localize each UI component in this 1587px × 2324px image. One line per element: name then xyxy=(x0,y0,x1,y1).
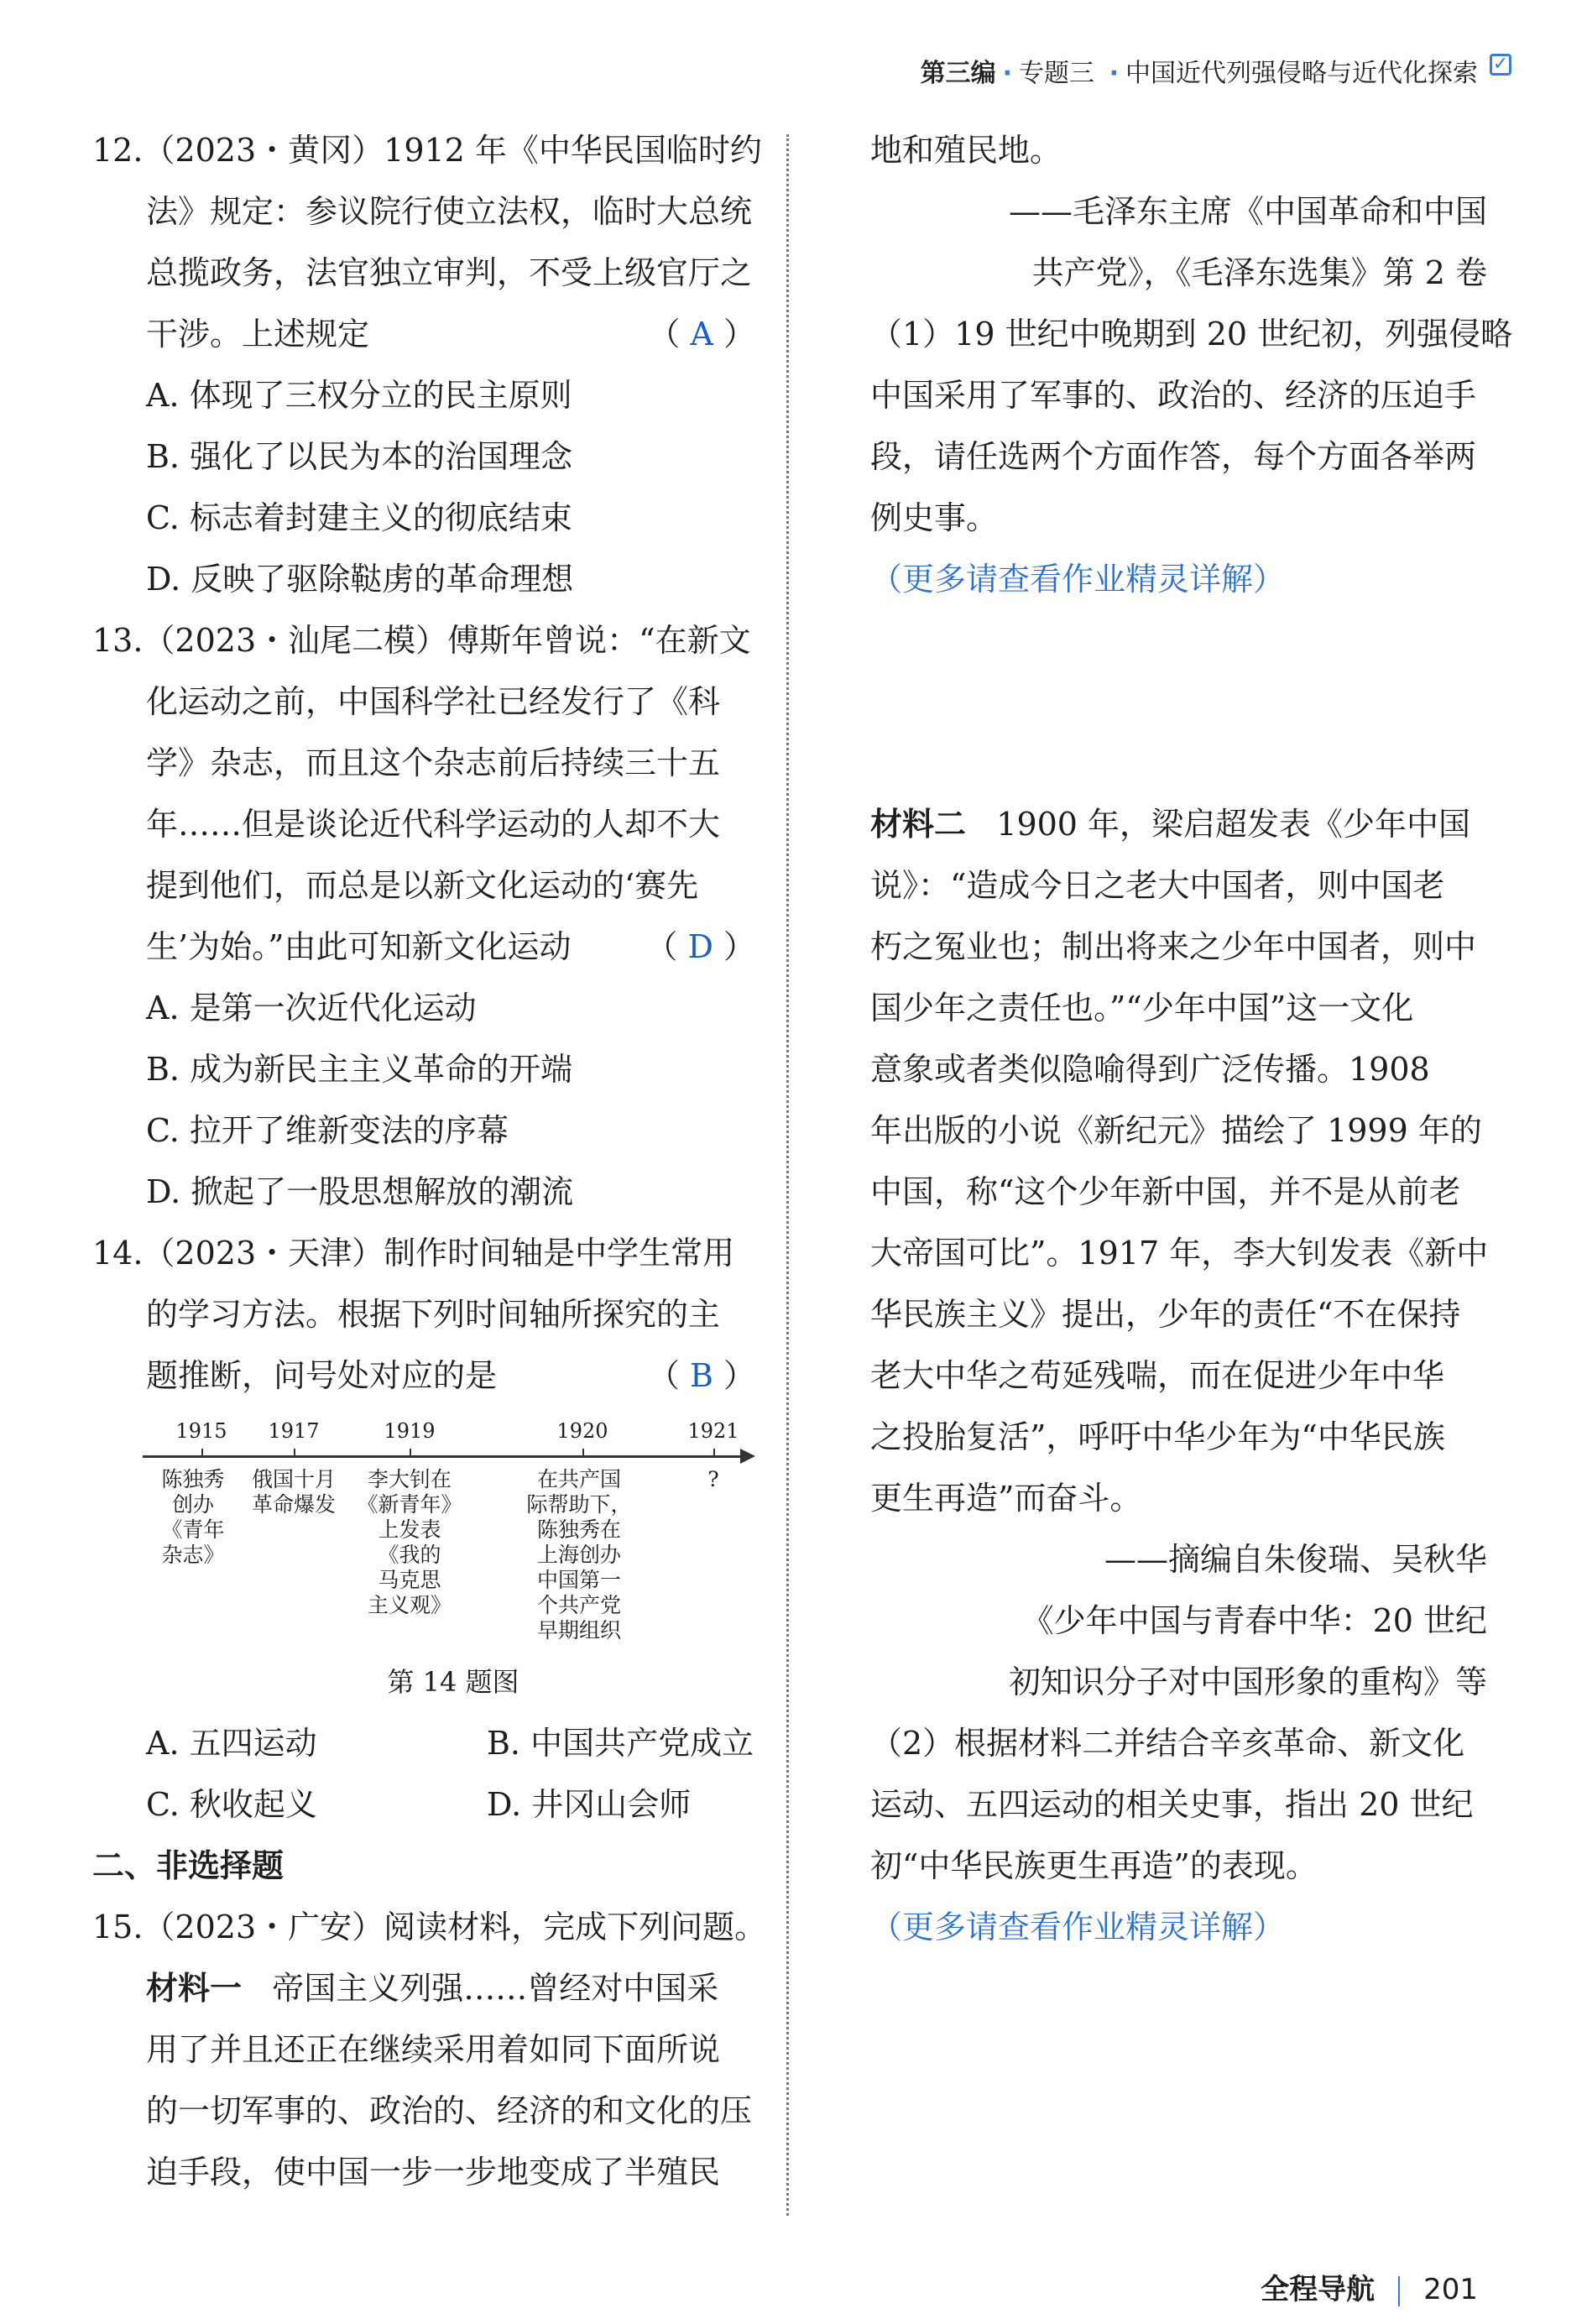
header-dot-2: · xyxy=(1109,59,1119,88)
source-1-line-1: ——毛泽东主席《中国革命和中国 xyxy=(1008,193,1487,230)
sub-question-1-line-4: 例史事。 xyxy=(870,499,999,536)
timeline-event: ? xyxy=(707,1467,719,1491)
q13-line-6: 生’为始。”由此可知新文化运动 （ D ） xyxy=(92,917,755,978)
sub-question-1-line-1: （1）19 世纪中晚期到 20 世纪初，列强侵略 xyxy=(870,316,1513,353)
timeline-event: 陈独秀 创办 《青年 杂志》 xyxy=(161,1467,225,1567)
q14-options-row-2 xyxy=(92,1774,755,1836)
timeline-tick xyxy=(410,1449,411,1457)
sub-question-1-line-3: 段，请任选两个方面作答，每个方面各举两 xyxy=(870,438,1477,475)
page-footer xyxy=(1261,2266,1478,2307)
q13-line-2: 化运动之前，中国科学社已经发行了《科 xyxy=(146,683,721,720)
material-2-label: 材料二 xyxy=(870,806,967,843)
timeline-tick xyxy=(201,1449,203,1457)
running-header xyxy=(921,52,1478,89)
source-2-line-2: 《少年中国与青春中华：20 世纪 xyxy=(1021,1602,1487,1639)
more-details-link-1[interactable]: （更多请查看作业精灵详解） xyxy=(870,561,1286,598)
material-2-line-4: 国少年之责任也。”“少年中国”这一文化 xyxy=(870,990,1414,1026)
q13-option-b: B. 成为新民主主义革命的开端 xyxy=(146,1051,573,1088)
q14-option-d: D. 井冈山会师 xyxy=(487,1786,692,1823)
q14-line-3: 题推断，问号处对应的是 （ B ） xyxy=(92,1345,755,1407)
q12-line-2: 法》规定：参议院行使立法权，临时大总统 xyxy=(146,193,753,230)
timeline-year: 1920 xyxy=(556,1419,608,1443)
material-2-line-9: 华民族主义》提出，少年的责任“不在保持 xyxy=(870,1296,1461,1333)
timeline-tick xyxy=(713,1449,715,1457)
q12-answer: （ A ） xyxy=(648,316,755,353)
q15-material-1-line-1: 材料一 帝国主义列强……曾经对中国采 xyxy=(146,1970,719,2007)
q13-option-c: C. 拉开了维新变法的序幕 xyxy=(146,1112,509,1149)
question-14 xyxy=(92,1223,755,1836)
timeline-year: 1917 xyxy=(268,1419,320,1443)
material-2-line-3: 朽之冤业也；制出将来之少年中国者，则中 xyxy=(870,928,1477,965)
timeline-year: 1915 xyxy=(175,1419,227,1443)
q15-material-1-line-3: 的一切军事的、政治的、经济的和文化的压 xyxy=(146,2092,753,2129)
q13-line-4: 年……但是谈论近代科学运动的人却不大 xyxy=(146,806,721,843)
q12-line-1: 12.（2023・黄冈）1912 年《中华民国临时约 xyxy=(92,132,762,169)
material-2-line-10: 老大中华之苟延残喘，而在促进少年中华 xyxy=(870,1357,1445,1394)
q14-options-row-1 xyxy=(92,1713,755,1774)
material-2-line-12: 更生再造”而奋斗。 xyxy=(870,1480,1142,1517)
q14-answer: （ B ） xyxy=(647,1357,755,1394)
q14-line-2: 的学习方法。根据下列时间轴所探究的主 xyxy=(146,1296,721,1333)
material-1-continuation: 地和殖民地。 xyxy=(870,132,1062,169)
page-number: 201 xyxy=(1423,2273,1478,2306)
material-2-line-6: 年出版的小说《新纪元》描绘了 1999 年的 xyxy=(870,1112,1482,1149)
header-dot: · xyxy=(1002,59,1013,88)
timeline-event: 俄国十月 革命爆发 xyxy=(251,1467,337,1517)
q12-option-d: D. 反映了驱除鞑虏的革命理想 xyxy=(146,561,574,598)
q15-material-1-line-4: 迫手段，使中国一步一步地变成了半殖民 xyxy=(146,2154,721,2191)
material-2-line-11: 之投胎复活”，呼吁中华少年为“中华民族 xyxy=(870,1418,1445,1455)
column-divider xyxy=(786,134,789,2216)
q13-line-3: 学》杂志，而且这个杂志前后持续三十五 xyxy=(146,744,721,781)
more-details-link-2[interactable]: （更多请查看作业精灵详解） xyxy=(870,1909,1286,1945)
material-2-line-5: 意象或者类似隐喻得到广泛传播。1908 xyxy=(870,1051,1430,1088)
timeline-year: 1919 xyxy=(384,1419,436,1443)
q14-option-c: C. 秋收起义 xyxy=(146,1786,317,1823)
sub-question-2-line-1: （2）根据材料二并结合辛亥革命、新文化 xyxy=(870,1725,1465,1762)
q13-line-1: 13.（2023・汕尾二模）傅斯年曾说：“在新文 xyxy=(92,622,751,659)
source-1-line-2: 共产党》，《毛泽东选集》第 2 卷 xyxy=(1031,254,1487,291)
figure-caption: 第 14 题图 xyxy=(387,1666,519,1698)
q14-line-1: 14.（2023・天津）制作时间轴是中学生常用 xyxy=(92,1235,735,1272)
q12-line-4: 干涉。上述规定 （ A ） xyxy=(92,304,755,365)
source-2-line-1: ——摘编自朱俊瑞、吴秋华 xyxy=(1104,1541,1487,1578)
q13-option-a: A. 是第一次近代化运动 xyxy=(146,990,477,1026)
material-2-line-1: 材料二 1900 年，梁启超发表《少年中国 xyxy=(870,806,1471,843)
material-2-line-7: 中国，称“这个少年新中国，并不是从前老 xyxy=(870,1173,1461,1210)
q13-answer: （ D ） xyxy=(645,928,755,965)
q13-option-d: D. 掀起了一股思想解放的潮流 xyxy=(146,1173,574,1210)
source-2-line-3: 初知识分子对中国形象的重构》等 xyxy=(1008,1663,1487,1700)
footer-brand: 全程导航 xyxy=(1261,2273,1376,2306)
checkbox-icon: ✓ xyxy=(1490,54,1511,76)
material-2-line-8: 大帝国可比”。1917 年，李大钊发表《新中 xyxy=(870,1235,1489,1272)
answer-space xyxy=(870,610,1487,794)
material-1-label: 材料一 xyxy=(146,1970,243,2007)
q14-option-b: B. 中国共产党成立 xyxy=(487,1725,754,1762)
timeline-arrow xyxy=(740,1449,755,1464)
footer-separator xyxy=(1398,2276,1400,2306)
q12-option-c: C. 标志着封建主义的彻底结束 xyxy=(146,499,572,536)
q12-option-b: B. 强化了以民为本的治国理念 xyxy=(146,438,573,475)
question-12 xyxy=(92,120,762,610)
header-part: 第三编 xyxy=(920,59,996,88)
question-15 xyxy=(92,1897,767,2203)
header-title: 中国近代列强侵略与近代化探索 xyxy=(1125,59,1478,88)
q14-option-a: A. 五四运动 xyxy=(146,1725,317,1762)
sub-question-2-line-3: 初“中华民族更生再造”的表现。 xyxy=(870,1847,1318,1884)
q12-line-3: 总揽政务，法官独立审判，不受上级官厅之 xyxy=(146,254,753,291)
q15-line-1: 15.（2023・广安）阅读材料，完成下列问题。 xyxy=(92,1909,767,1945)
timeline-event: 李大钊在 《新青年》 上发表 《我的 马克思 主义观》 xyxy=(357,1467,462,1617)
timeline-tick xyxy=(582,1449,584,1457)
right-column xyxy=(870,120,1513,1958)
sub-question-1-line-2: 中国采用了军事的、政治的、经济的压迫手 xyxy=(870,377,1477,414)
section-heading: 二、非选择题 xyxy=(92,1847,285,1884)
header-topic: 专题三 xyxy=(1019,59,1095,88)
sub-question-2-line-2: 运动、五四运动的相关史事，指出 20 世纪 xyxy=(870,1786,1474,1823)
material-2-line-2: 说》：“造成今日之老大中国者，则中国老 xyxy=(870,867,1445,904)
timeline-figure xyxy=(143,1407,764,1652)
timeline-axis xyxy=(143,1455,747,1458)
q13-line-5: 提到他们，而总是以新文化运动的‘赛先 xyxy=(146,867,699,904)
timeline-event: 在共产国 际帮助下， 陈独秀在 上海创办 中国第一 个共产党 早期组织 xyxy=(526,1467,632,1642)
q12-option-a: A. 体现了三权分立的民主原则 xyxy=(146,377,572,414)
timeline-year: 1921 xyxy=(687,1419,739,1443)
q15-material-1-line-2: 用了并且还正在继续采用着如同下面所说 xyxy=(146,2031,721,2068)
timeline-tick xyxy=(294,1449,295,1457)
left-column xyxy=(92,120,767,2203)
question-13 xyxy=(92,610,755,1223)
